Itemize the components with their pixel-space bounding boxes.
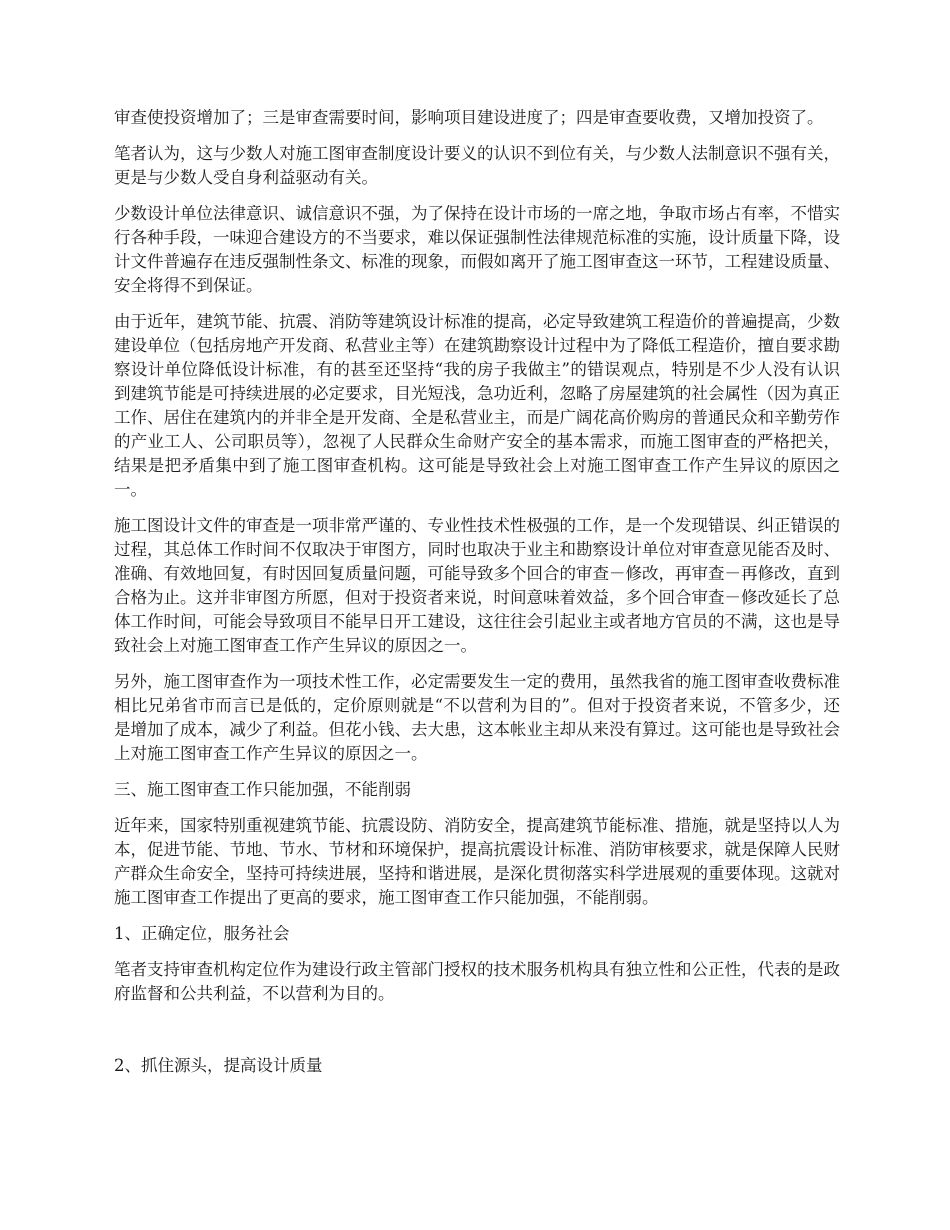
document-page <box>114 106 840 1090</box>
paragraph-standards-cost: 由于近年，建筑节能、抗震、消防等建筑设计标准的提高，必定导致建筑工程造价的普遍提高，少数建设单位（包括房地产开发商、私营业主等）在建筑勘察设计过程中为了降低工程造价，擅自要求勘察设计单位降低设计标准，有的甚至还坚持“我的房子我做主”的错误观点，特别是不少人没有认识到建筑节能是可持续进展的必定要求，目光短浅，急功近利，忽略了房屋建筑的社会属性（因为真正工作、居住在建筑内的并非全是开发商、全是私营业主，而是广阔花高价购房的普通民众和辛勤劳作的产业工人、公司职员等），忽视了人民群众生命财产安全的基本需求，而施工图审查的严格把关，结果是把矛盾集中到了施工图审查机构。这可能是导致社会上对施工图审查工作产生异议的原因之一。 <box>114 312 840 499</box>
subsection-one-body: 笔者支持审查机构定位作为建设行政主管部门授权的技术服务机构具有独立性和公正性，代表的是政府监督和公共利益，不以营利为目的。 <box>114 960 840 1003</box>
subsection-one-heading: 1、正确定位，服务社会 <box>114 924 290 943</box>
section-three-body: 近年来，国家特别重视建筑节能、抗震设防、消防安全，提高建筑节能标准、措施，就是坚持以人为本，促进节能、节地、节水、节材和环境保护，提高抗震设计标准、消防审核要求，就是保障人民财产群众生命安全，坚持可持续进展，坚持和谐进展，是深化贯彻落实科学进展观的重要体现。这就对施工图审查工作提出了更高的要求，施工图审查工作只能加强，不能削弱。 <box>114 816 840 907</box>
paragraph-design-units: 少数设计单位法律意识、诚信意识不强，为了保持在设计市场的一席之地，争取市场占有率，不惜实行各种手段，一味迎合建设方的不当要求，难以保证强制性法律规范标准的实施，设计质量下降，设计文件普遍存在违反强制性条文、标准的现象，而假如离开了施工图审查这一环节，工程建设质量、安全将得不到保证。 <box>114 204 840 295</box>
section-three-heading: 三、施工图审查工作只能加强，不能削弱 <box>114 780 411 799</box>
paragraph-author-opinion: 笔者认为，这与少数人对施工图审查制度设计要义的认识不到位有关，与少数人法制意识不强有关，更是与少数人受自身利益驱动有关。 <box>114 144 840 187</box>
paragraph-investment-review: 审查使投资增加了；三是审查需要时间，影响项目建设进度了；四是审查要收费，又增加投资了。 <box>114 108 824 127</box>
blank-spacer <box>114 1018 840 1054</box>
paragraph-review-fees: 另外，施工图审查作为一项技术性工作，必定需要发生一定的费用，虽然我省的施工图审查收费标准相比兄弟省市而言已是低的，定价原则就是“不以营利为目的”。但对于投资者来说，不管多少，还是增加了成本，减少了利益。但花小钱、去大患，这本帐业主却从来没有算过。这可能也是导致社会上对施工图审查工作产生异议的原因之一。 <box>114 672 840 763</box>
subsection-two-heading: 2、抓住源头，提高设计质量 <box>114 1056 323 1075</box>
paragraph-review-process: 施工图设计文件的审查是一项非常严谨的、专业性技术性极强的工作，是一个发现错误、纠正错误的过程，其总体工作时间不仅取决于审图方，同时也取决于业主和勘察设计单位对审查意见能否及时、准确、有效地回复，有时因回复质量问题，可能导致多个回合的审查－修改，再审查－再修改，直到合格为止。这并非审图方所愿，但对于投资者来说，时间意味着效益，多个回合审查－修改延长了总体工作时间，可能会导致项目不能早日开工建设，这往往会引起业主或者地方官员的不满，这也是导致社会上对施工图审查工作产生异议的原因之一。 <box>114 516 840 655</box>
